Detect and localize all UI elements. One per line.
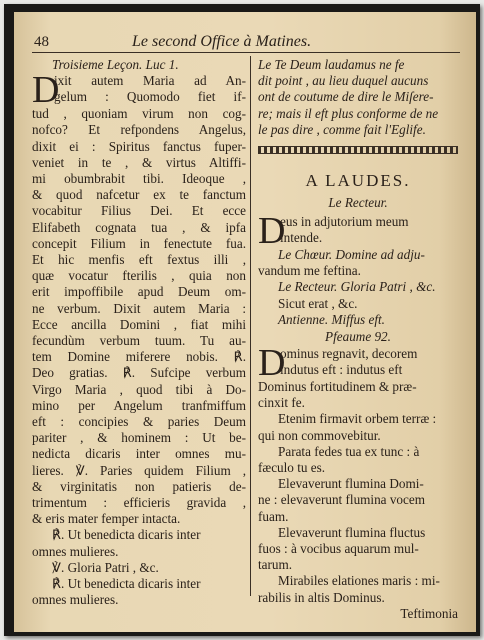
drop-cap: D <box>32 69 60 112</box>
text-line: tem Domine miferere nobis. ℟. <box>32 349 246 365</box>
verse-line: Mirabiles elationes maris : mi- <box>278 573 440 589</box>
text-line: mi obumbrabit tibi. Ideoque , <box>32 171 246 187</box>
verse-line: tarum. <box>258 557 293 573</box>
drop-cap: D <box>258 210 286 253</box>
versicle-line: Le Chœur. Domine ad adju- <box>278 247 425 263</box>
right-column <box>258 57 458 622</box>
psalm-verse <box>258 525 458 574</box>
page-header <box>32 32 460 53</box>
text-line: Dominus fortitudinem & præ- <box>258 379 417 395</box>
verse-line: rabilis in altis Dominus. <box>258 589 385 605</box>
text-line: vocabitur Filius Dei. Et ecce <box>32 203 246 219</box>
ornamental-rule <box>258 146 458 154</box>
rubric-line: le pas dire , comme fait l'Eglife. <box>258 121 426 137</box>
text-line: pariter , & hominem : Ut be- <box>32 430 246 446</box>
verse-line: qui non commovebitur. <box>258 427 381 443</box>
text-line: Ecce ancilla Domini , fiat mihi <box>32 316 246 332</box>
psalm-verse <box>258 476 458 525</box>
responsory-line: omnes mulieres. <box>32 592 119 608</box>
text-line: indutus eft : indutus eft <box>280 362 403 378</box>
versicles <box>258 247 458 328</box>
verse-line: fæculo tu es. <box>258 460 326 476</box>
left-column <box>32 57 246 609</box>
text-line: quæ vocatur fterilis , quia non <box>32 268 246 284</box>
responsory <box>32 527 246 608</box>
rubric-line: ont de coutume de dire le Miſere- <box>258 89 434 105</box>
text-line: lieres. ℣. Paries quidem Filium , <box>32 462 246 478</box>
text-line: intende. <box>280 230 323 246</box>
text-line: Elifabeth cognata tua , & ipfa <box>32 219 246 235</box>
text-line: & virginitatis non patieris de- <box>32 478 246 494</box>
text-line: dixit ei : Spiritus fanctus fuper- <box>32 138 246 154</box>
responsory-line: omnes mulieres. <box>32 543 119 559</box>
verse-line: Parata fedes tua ex tunc : à <box>278 443 420 459</box>
page-number: 48 <box>34 34 49 50</box>
psalm-heading: Pfeaume 92. <box>325 329 391 345</box>
rubric-line: Le Te Deum laudamus ne fe <box>258 57 405 72</box>
versicle-line: Sicut erat , &c. <box>278 295 358 311</box>
text-line: & quod nafcetur ex te fanctum <box>32 187 246 203</box>
deus-opening <box>258 210 458 253</box>
rector-heading: Le Recteur. <box>328 195 388 211</box>
text-line: Deo gratias. ℟. Sufcipe verbum <box>32 365 246 381</box>
text-line: gelum : Quomodo fiet if- <box>54 89 246 105</box>
verse-line: Elevaverunt flumina fluctus <box>278 524 426 540</box>
responsory-line: ℣. Gloria Patri , &c. <box>52 559 159 575</box>
versicle-line: vandum me feftina. <box>258 263 361 279</box>
rubric-line: dit point , au lieu duquel aucuns <box>258 73 429 89</box>
text-line: eus in adjutorium meum <box>280 214 409 230</box>
text-line: eft : concipies & paries Deum <box>32 414 246 430</box>
psalm-verse <box>258 573 458 605</box>
lesson-body <box>32 106 246 527</box>
text-line: Et hic menfis eft fextus illi , <box>32 252 246 268</box>
psalm-verse <box>258 444 458 476</box>
text-line: concepit Filium in fenectute fua. <box>32 235 246 251</box>
verse-line: Elevaverunt flumina Domi- <box>278 476 424 492</box>
rubric-line: re; mais il eft plus conforme de ne <box>258 105 439 121</box>
text-line: cinxit fe. <box>258 395 305 411</box>
verse-line: fuam. <box>258 508 289 524</box>
photo-background <box>4 4 480 636</box>
text-line: veniet in te , & virtus Altiffi- <box>32 154 246 170</box>
section-title-laudes: A LAUDES. <box>305 171 411 191</box>
text-line: erit impoffibile apud Deum om- <box>32 284 246 300</box>
verse-line: Etenim firmavit orbem terræ : <box>278 411 437 427</box>
drop-cap: D <box>258 342 286 385</box>
responsory-line: ℟. Ut benedicta dicaris inter <box>52 527 201 543</box>
lesson-opening <box>32 69 246 112</box>
text-line: ominus regnavit, decorem <box>280 346 418 362</box>
text-line: nedicta dicaris inter omnes mu- <box>32 446 246 462</box>
verse-line: fuos : à vocibus aquarum mul- <box>258 541 419 557</box>
lesson-heading: Troisieme Leçon. Luc 1. <box>52 57 179 72</box>
book-page <box>14 12 476 632</box>
catchword: Teftimonia <box>400 605 458 621</box>
text-line: ixit autem Maria ad An- <box>54 73 246 89</box>
text-line: tud , quoniam virum non cog- <box>32 106 246 122</box>
text-line: mino per Angelum tranfmiffum <box>32 397 246 413</box>
rubric-note <box>258 57 458 138</box>
psalm-verse <box>258 411 458 443</box>
text-line: trimentum : efficieris gravida , <box>32 495 246 511</box>
text-line: & eris mater femper intacta. <box>32 511 181 527</box>
text-line: fecundùm verbum tuum. Tu au- <box>32 333 246 349</box>
text-line: nofco? Et refpondens Angelus, <box>32 122 246 138</box>
psalm-opening <box>258 342 458 385</box>
text-line: Virgo Maria , quod tibi à Do- <box>32 381 246 397</box>
running-title: Le second Office à Matines. <box>132 33 312 50</box>
versicle-line: Antienne. Miffus eft. <box>278 311 385 327</box>
verse-line: ne : elevaverunt flumina vocem <box>258 492 425 508</box>
versicle-line: Le Recteur. Gloria Patri , &c. <box>278 279 436 295</box>
column-divider <box>250 56 251 596</box>
responsory-line: ℟. Ut benedicta dicaris inter <box>52 576 201 592</box>
text-line: ne verbum. Dixit autem Maria : <box>32 300 246 316</box>
